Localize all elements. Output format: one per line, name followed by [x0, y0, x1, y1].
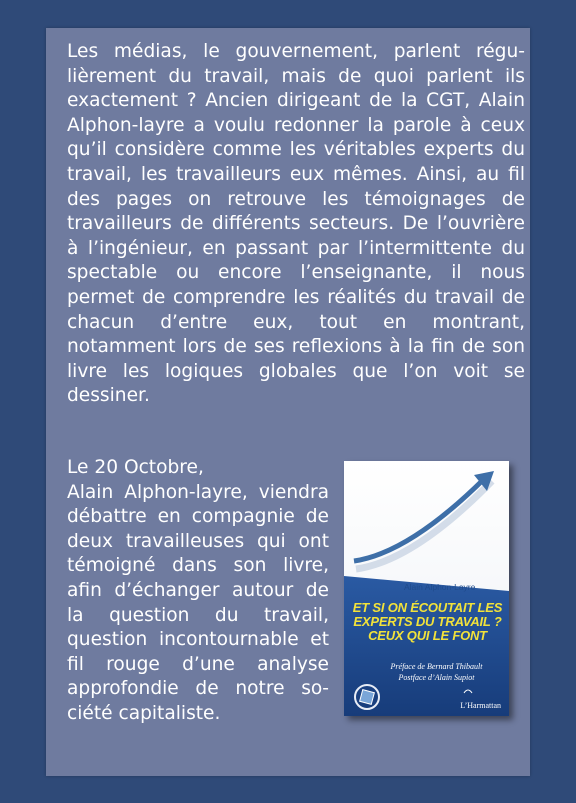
- intro-paragraph: Les médias, le gouvernement, parlent régulièrement du travail, mais de quoi parlent ils exactement ? Ancien dirigeant de la CGT, Alain Alphon-layre a voulu redonner la parole à ceux qu’il considère comme les véritables experts du travail, les travailleurs eux mêmes. Ainsi, au fil des pages on retrouve les témoignages de travailleurs de différents secteurs. De l’ouvrière à l’ingénieur, en passant par l’intermittente du spectable ou encore l’enseignante, il nous permet de comprendre les réalités du travail de chacun d’entre eux, tout en montrant, notamment lors de ses reflexions à la fin de son livre les logiques globales que l’on voit se dessiner.: [67, 41, 525, 407]
- book-preface: Préface de Bernard Thibault: [390, 662, 483, 671]
- book-author: Alain Alphon-Layre: [404, 582, 476, 592]
- book-publisher: L’Harmattan: [460, 701, 501, 710]
- content-panel: [46, 28, 530, 776]
- book-credits: [374, 661, 499, 683]
- event-date: Le 20 Octobre,: [67, 457, 204, 478]
- book-cover: [344, 461, 509, 716]
- book-title: ET SI ON ÉCOUTAIT LES EXPERTS DU TRAVAIL ? CEUX QUI LE FONT: [352, 600, 503, 643]
- event-description: Alain Alphon-layre, viendra débattre en compagnie de deux travailleuses qui ont témoigné dans son livre, afin d’échanger autour de la question du travail, question incontournable et fil rouge d’une analyse approfondie de notre société capitaliste.: [67, 481, 329, 724]
- book-postface: Postface d’Alain Supiot: [398, 673, 475, 682]
- event-paragraph: [67, 456, 329, 727]
